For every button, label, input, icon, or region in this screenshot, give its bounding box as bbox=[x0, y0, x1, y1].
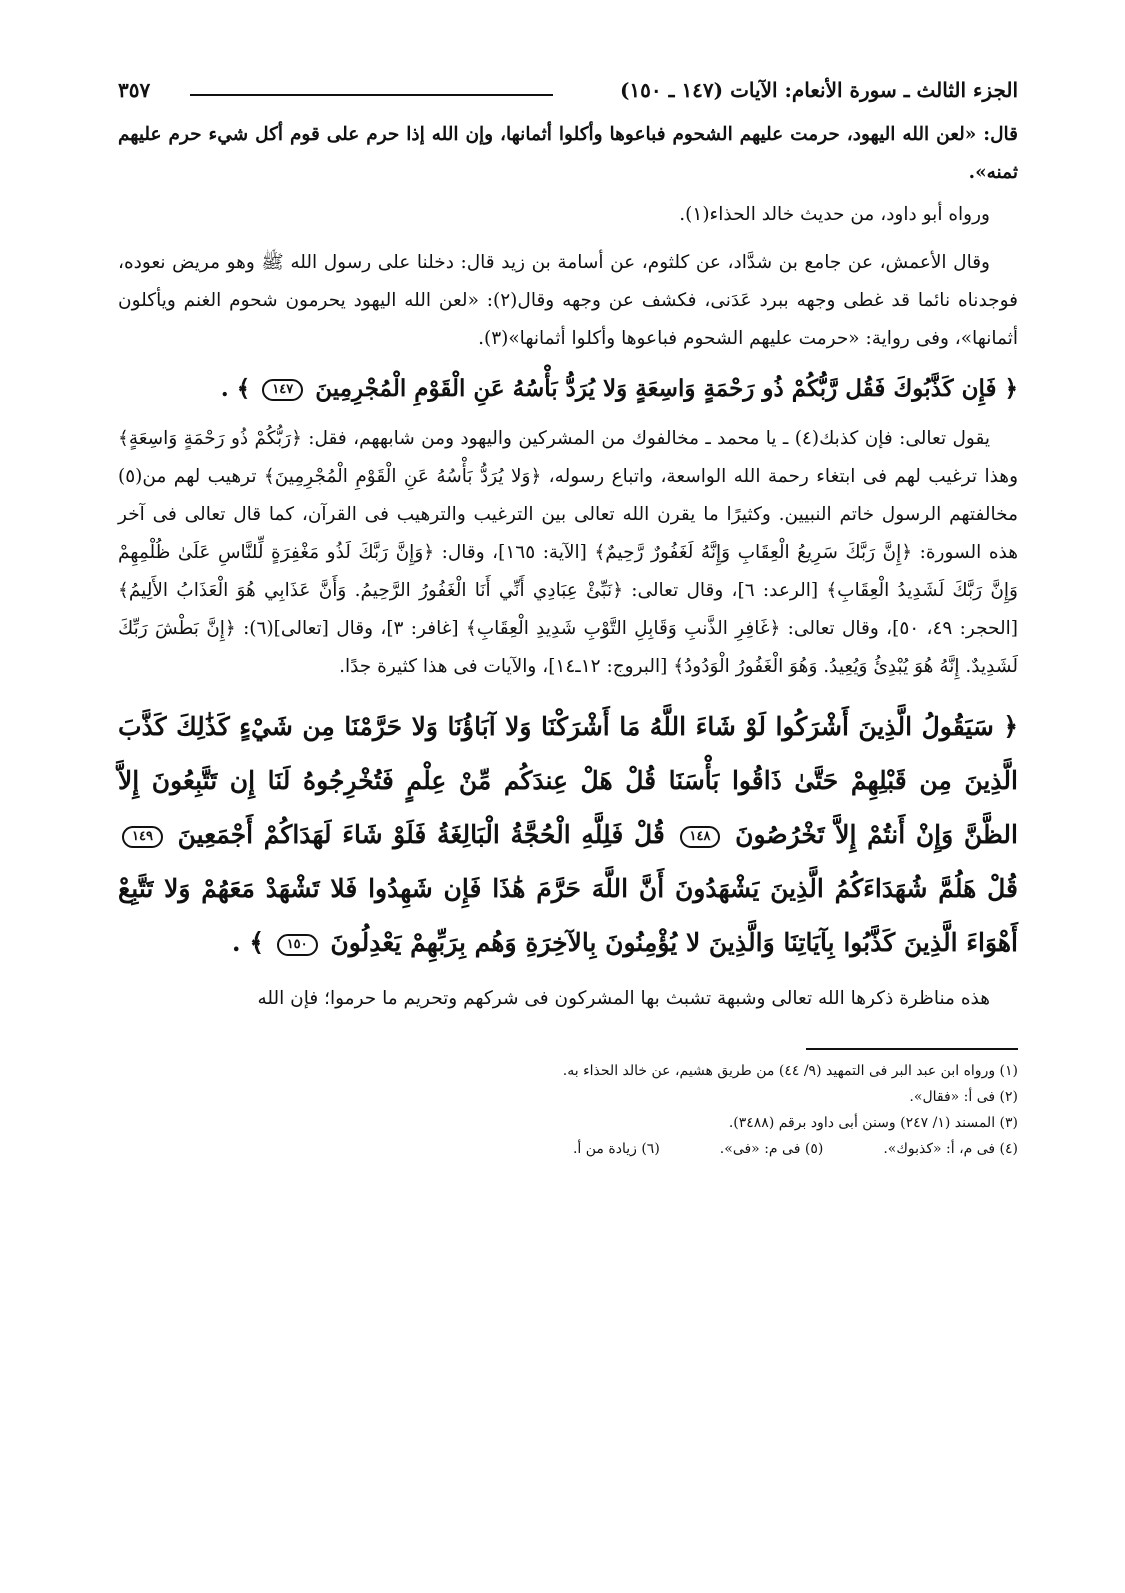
page-header bbox=[118, 72, 1018, 116]
running-title: الجزء الثالث ـ سورة الأنعام: الآيات (١٤٧ ـ ١٥٠) bbox=[619, 78, 1018, 102]
verse-147-text: ﴿ فَإِن كَذَّبُوكَ فَقُل رَّبُّكُمْ ذُو رَحْمَةٍ وَاسِعَةٍ وَلا يُرَدُّ بَأْسُهُ عَنِ الْقَوْمِ الْمُجْرِمِينَ bbox=[315, 375, 1018, 402]
verse-number-150: ١٥٠ bbox=[277, 934, 318, 956]
header-rule bbox=[190, 94, 553, 96]
page-number: ٣٥٧ bbox=[118, 78, 151, 102]
verse-150-end: ﴾ . bbox=[231, 928, 264, 957]
verse-148-150 bbox=[118, 700, 1018, 970]
verse-149-text: قُلْ فَلِلَّهِ الْحُجَّةُ الْبَالِغَةُ فَلَوْ شَاءَ لَهَدَاكُمْ أَجْمَعِينَ bbox=[177, 820, 665, 849]
verse-150-text: قُلْ هَلُمَّ شُهَدَاءَكُمُ الَّذِينَ يَشْهَدُونَ أَنَّ اللَّهَ حَرَّمَ هَٰذَا فَإِن شَهِدُوا فَلا تَشْهَدْ مَعَهُمْ وَلا تَتَّبِعْ أَهْوَاءَ الَّذِينَ كَذَّبُوا بِآيَاتِنَا وَالَّذِينَ لا يُؤْمِنُونَ بِالآخِرَةِ وَهُم بِرَبِّهِمْ يَعْدِلُونَ bbox=[118, 874, 1018, 957]
verse-147 bbox=[118, 366, 1018, 412]
verse-148-text: ﴿ سَيَقُولُ الَّذِينَ أَشْرَكُوا لَوْ شَاءَ اللَّهُ مَا أَشْرَكْنَا وَلا آبَاؤُنَا وَلا حَرَّمْنَا مِن شَيْءٍ كَذَٰلِكَ كَذَّبَ الَّذِينَ مِن قَبْلِهِمْ حَتَّىٰ ذَاقُوا بَأْسَنَا قُلْ هَلْ عِندَكُم مِّنْ عِلْمٍ فَتُخْرِجُوهُ لَنَا إِن تَتَّبِعُونَ إِلاَّ الظَّنَّ وَإِنْ أَنتُمْ إِلاَّ تَخْرُصُونَ bbox=[118, 712, 1018, 849]
paragraph-abu-dawud: ورواه أبو داود، من حديث خالد الحذاء(١). bbox=[679, 204, 990, 225]
footnote-2: (٢) فى أ: «فقال». bbox=[909, 1089, 1018, 1105]
footnote-3: (٣) المسند (١/ ٢٤٧) وسنن أبى داود برقم (٣٤٨٨). bbox=[728, 1115, 1018, 1131]
verse-number-149: ١٤٩ bbox=[122, 826, 163, 848]
footnote-6: (٦) زيادة من أ. bbox=[572, 1141, 660, 1157]
footnote-5: (٥) فى م: «فى». bbox=[719, 1141, 824, 1157]
footnote-row-4-6 bbox=[118, 1136, 1018, 1162]
footnote-4: (٤) فى م، أ: «كذبوك». bbox=[883, 1141, 1018, 1157]
footnote-rule bbox=[806, 1048, 1018, 1050]
paragraph-tafsir-147: يقول تعالى: فإن كذبك(٤) ـ يا محمد ـ مخالفوك من المشركين واليهود ومن شابههم، فقل: ﴿رَبُّكُمْ ذُو رَحْمَةٍ وَاسِعَةٍ﴾ وهذا ترغيب لهم فى ابتغاء رحمة الله الواسعة، واتباع رسوله، ﴿وَلا يُرَدُّ بَأْسُهُ عَنِ الْقَوْمِ الْمُجْرِمِينَ﴾ ترهيب لهم من(٥) مخالفتهم الرسول خاتم النبيين. وكثيرًا ما يقرن الله تعالى بين الترغيب والترهيب فى القرآن، كما قال تعالى فى آخر هذه السورة: ﴿إِنَّ رَبَّكَ سَرِيعُ الْعِقَابِ وَإِنَّهُ لَغَفُورٌ رَّحِيمٌ﴾ [الآية: ١٦٥]، وقال: ﴿وَإِنَّ رَبَّكَ لَذُو مَغْفِرَةٍ لِّلنَّاسِ عَلَىٰ ظُلْمِهِمْ وَإِنَّ رَبَّكَ لَشَدِيدُ الْعِقَابِ﴾ [الرعد: ٦]، وقال تعالى: ﴿نَبِّئْ عِبَادِي أَنِّي أَنَا الْغَفُورُ الرَّحِيمُ. وَأَنَّ عَذَابِي هُوَ الْعَذَابُ الأَلِيمُ﴾ [الحجر: ٤٩، ٥٠]، وقال تعالى: ﴿غَافِرِ الذَّنبِ وَقَابِلِ التَّوْبِ شَدِيدِ الْعِقَابِ﴾ [غافر: ٣]، وقال [تعالى](٦): ﴿إِنَّ بَطْشَ رَبِّكَ لَشَدِيدٌ. إِنَّهُ هُوَ يُبْدِئُ وَيُعِيدُ. وَهُوَ الْغَفُورُ الْوَدُودُ﴾ [البروج: ١٢ـ١٤]، والآيات فى هذا كثيرة جدًا. bbox=[118, 428, 1018, 677]
footnote-1: (١) ورواه ابن عبد البر فى التمهيد (٩/ ٤٤) من طريق هشيم، عن خالد الحذاء به. bbox=[562, 1063, 1018, 1079]
book-page bbox=[118, 72, 1018, 1162]
verse-number-147: ١٤٧ bbox=[262, 379, 303, 401]
paragraph-amash: وقال الأعمش، عن جامع بن شدَّاد، عن كلثوم، عن أسامة بن زيد قال: دخلنا على رسول الله ﷺ وهو مريض نعوده، فوجدناه نائما قد غطى وجهه ببرد عَدَنى، فكشف عن وجهه وقال(٢): «لعن الله اليهود يحرمون شحوم الغنم ويأكلون أثمانها»، وفى رواية: «حرمت عليهم الشحوم فباعوها وأكلوا أثمانها»(٣). bbox=[118, 252, 1018, 349]
verse-number-148: ١٤٨ bbox=[680, 826, 721, 848]
verse-147-end: ﴾ . bbox=[220, 375, 251, 402]
paragraph-munazara: هذه مناظرة ذكرها الله تعالى وشبهة تشبث بها المشركون فى شركهم وتحريم ما حرموا؛ فإن الله bbox=[257, 988, 990, 1009]
paragraph-hadith-quote: قال: «لعن الله اليهود، حرمت عليهم الشحوم فباعوها وأكلوا أثمانها، وإن الله إذا حرم على قوم أكل شيء حرم عليهم ثمنه». bbox=[118, 124, 1018, 183]
footnotes bbox=[118, 1058, 1018, 1162]
